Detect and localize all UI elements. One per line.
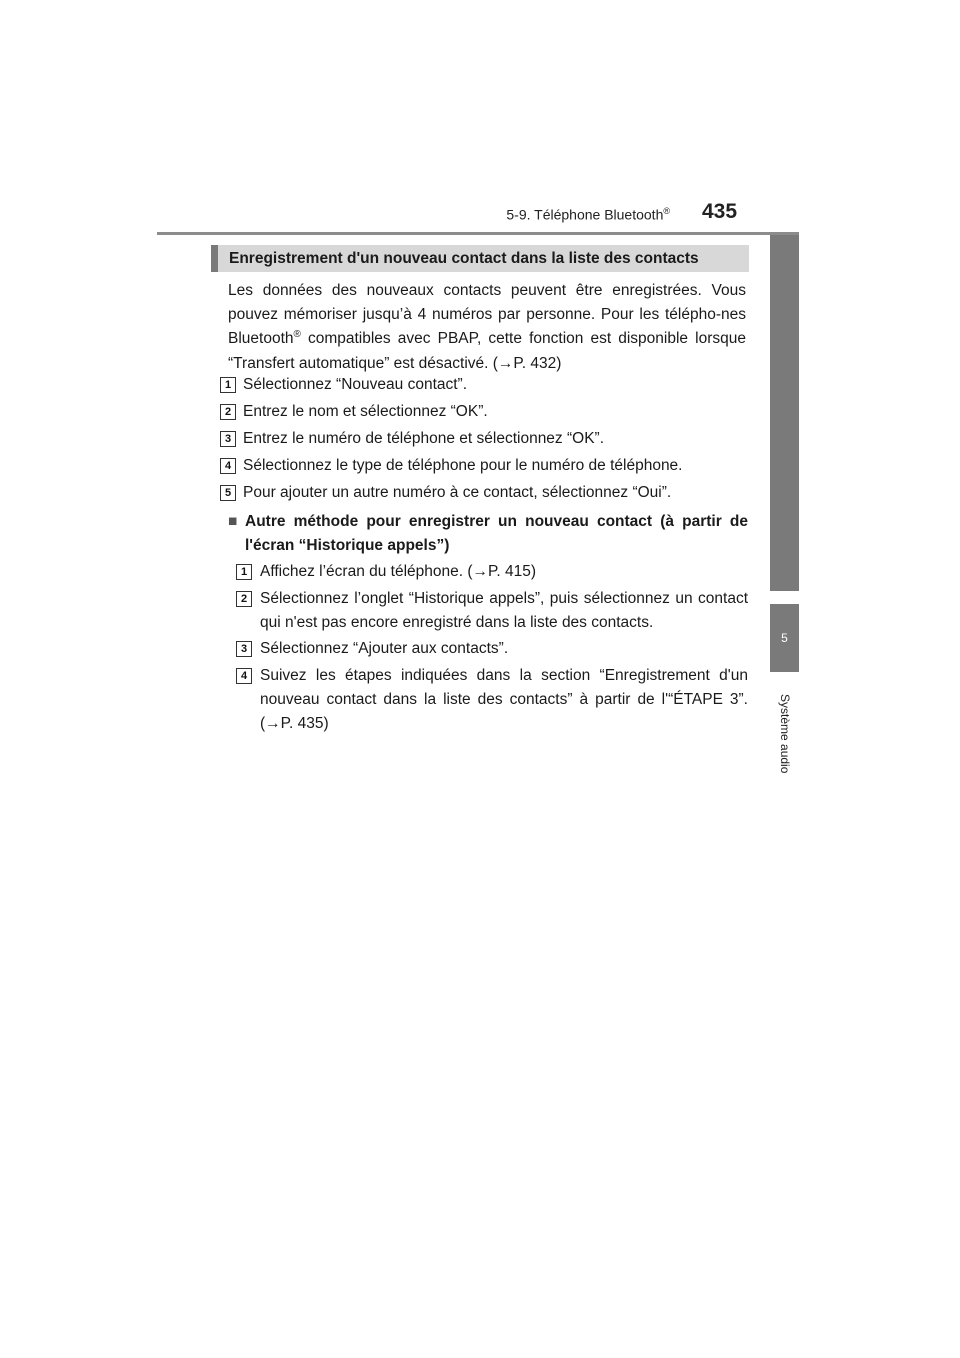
step-text: Pour ajouter un autre numéro à ce contact, sélectionnez “Oui”. <box>243 484 672 501</box>
step-number-badge: 5 <box>220 485 236 501</box>
step-text: Entrez le numéro de téléphone et sélectionnez “OK”. <box>243 430 605 447</box>
step-text: Affichez l’écran du téléphone. (→P. 415) <box>260 563 537 580</box>
step-number-badge: 1 <box>236 564 252 580</box>
square-bullet-icon: ■ <box>228 513 238 530</box>
chapter-number: 5 <box>781 631 788 645</box>
step-text: Sélectionnez “Ajouter aux contacts”. <box>260 640 509 657</box>
registered-mark: ® <box>293 329 301 341</box>
step-number-badge: 4 <box>236 668 252 684</box>
step-text: Entrez le nom et sélectionnez “OK”. <box>243 403 488 420</box>
step-text: Suivez les étapes indiquées dans la section “Enregistrement d'un nouveau contact dans la liste des contacts” à partir de l'“ÉTAPE 3”. (→P. 435) <box>260 667 748 732</box>
step-text: Sélectionnez l’onglet “Historique appels”, puis sélectionnez un contact qui n'est pas encore enregistré dans la liste des contacts. <box>260 590 748 631</box>
subsection-heading <box>228 510 748 558</box>
page-number: 435 <box>702 200 738 223</box>
step-text: Sélectionnez “Nouveau contact”. <box>243 376 468 393</box>
chapter-label: Système audio <box>778 694 792 774</box>
subsection-title: Autre méthode pour enregistrer un nouveau contact (à partir de l'écran “Historique appels”) <box>245 513 748 554</box>
step-number-badge: 2 <box>236 591 252 607</box>
page-header <box>0 0 960 240</box>
intro-paragraph: Les données des nouveaux contacts peuvent être enregistrées. Vous pouvez mémoriser jusqu’à 4 numéros par personne. Pour les télépho-nes Bluetooth® compatibles avec PBAP, cette fonction est disponible lorsque “Transfert automatique” est désactivé. (→P. 432) <box>228 282 746 372</box>
chapter-tab-bar <box>770 235 799 591</box>
step-number-badge: 3 <box>236 641 252 657</box>
step-number-badge: 3 <box>220 431 236 447</box>
chapter-tab-number <box>770 604 799 672</box>
registered-mark: ® <box>663 206 670 216</box>
step-number-badge: 1 <box>220 377 236 393</box>
step-number-badge: 2 <box>220 404 236 420</box>
header-divider <box>157 232 799 235</box>
section-heading: Enregistrement d'un nouveau contact dans la liste des contacts <box>211 245 749 272</box>
step-number-badge: 4 <box>220 458 236 474</box>
header-section-title: 5-9. Téléphone Bluetooth® <box>506 206 670 223</box>
step-text: Sélectionnez le type de téléphone pour le numéro de téléphone. <box>243 457 683 474</box>
